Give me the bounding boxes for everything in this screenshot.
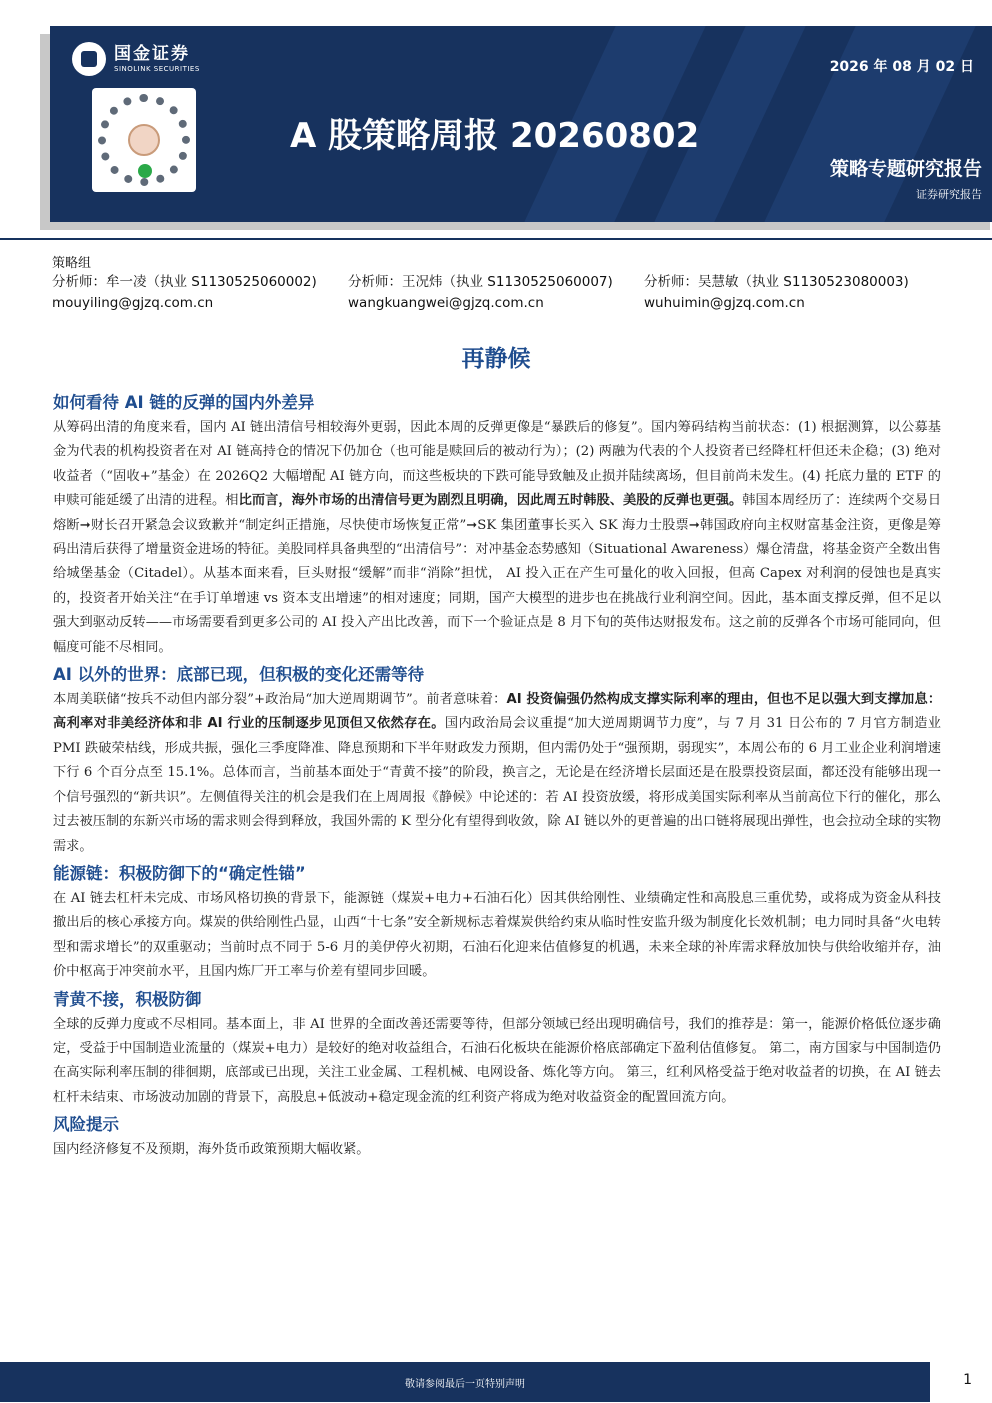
logo-mark-icon	[72, 42, 106, 76]
qr-code-icon	[92, 88, 196, 192]
company-logo	[72, 42, 200, 76]
analyst-name: 分析师：吴慧敏（执业 S1130523080003)	[644, 274, 909, 290]
analyst-1	[52, 272, 317, 314]
analyst-email: wuhuimin@gjzq.com.cn	[644, 295, 805, 311]
footer-disclaimer: 敬请参阅最后一页特别声明	[405, 1378, 525, 1390]
analyst-email: mouyiling@gjzq.com.cn	[52, 295, 214, 311]
main-title: 再静候	[461, 346, 531, 372]
section-paragraph: 在 AI 链去杠杆未完成、市场风格切换的背景下，能源链（煤炭+电力+石油石化）因其供给刚性、业绩确定性和高股息三重优势，或将成为资金从科技撤出后的核心承接方向。煤炭的供给刚性凸显，山西“十七条”安全新规标志着煤炭供给约束从临时性安监升级为制度化长效机制；电力同时具备“火电转型和需求增长”的双重驱动；当前时点不同于 5-6 月的美伊停火初期，石油石化迎来估值修复的机遇，未来全球的补库需求释放加快与供给收缩并存，油价中枢高于冲突前水平，且国内炼厂开工率与价差有望同步回暖。	[53, 890, 941, 980]
section-paragraph: 国内经济修复不及预期，海外货币政策预期大幅收紧。	[53, 1142, 370, 1158]
report-date: 2026 年 08 月 02 日	[829, 59, 974, 75]
section-heading: AI 以外的世界：底部已现，但积极的变化还需等待	[53, 665, 425, 685]
logo-name-en: SINOLINK SECURITIES	[114, 65, 200, 73]
analyst-name: 分析师：牟一凌（执业 S1130525060002)	[52, 274, 317, 290]
analyst-2	[348, 272, 613, 314]
section-heading: 如何看待 AI 链的反弹的国内外差异	[53, 393, 315, 412]
team-name: 策略组	[52, 256, 92, 271]
report-type: 策略专题研究报告	[829, 158, 982, 180]
analyst-email: wangkuangwei@gjzq.com.cn	[348, 295, 544, 311]
report-body	[53, 390, 941, 1165]
section-heading: 能源链：积极防御下的“确定性锚”	[53, 863, 306, 883]
analyst-name: 分析师：王况炜（执业 S1130525060007)	[348, 274, 613, 290]
section-heading: 风险提示	[53, 1115, 119, 1135]
section-paragraph: 全球的反弹力度或不尽相同。基本面上，非 AI 世界的全面改善还需要等待，但部分领域已经出现明确信号，我们的推荐是：第一，能源价格低位逐步确定，受益于中国制造业流量的（煤炭+电力）是较好的绝对收益组合，石油石化板块在能源价格底部确定下盈利估值修复。 第二，南方国家与中国制造仍在高实际利率压制的徘徊期，底部或已出现，关注工业金属、工程机械、电网设备、炼化等方向。 第三，红利风格受益于绝对收益者的切换，在 AI 链去杠杆未结束、市场波动加剧的背景下，高股息+低波动+稳定现金流的红利资产将成为绝对收益资金的配置回流方向。	[53, 1016, 941, 1105]
header-divider	[0, 238, 992, 240]
section-heading: 青黄不接，积极防御	[53, 989, 202, 1009]
page-number: 1	[963, 1372, 972, 1388]
report-title: A 股策略周报 20260802	[290, 116, 700, 156]
analyst-3	[644, 272, 909, 314]
logo-name-cn: 国金证券	[114, 44, 190, 64]
report-subtype: 证券研究报告	[916, 188, 982, 201]
footer-bar	[0, 1362, 930, 1402]
section-paragraph: 从筹码出清的角度来看，国内 AI 链出清信号相较海外更弱，因此本周的反弹更像是“暴跌后的修复”。国内筹码结构当前状态：(1) 根据测算，以公募基金为代表的机构投资者在对 AI 链高持仓的情况下仍加仓（也可能是赎回后的被动行为）；(2) 两融为代表的个人投资者已经降杠杆但还未企稳；(3) 绝对收益者（“固收+”基金）在 2026Q2 大幅增配 AI 链方向，而这些板块的下跌可能导致触及止损并陆续离场，但目前尚未发生。(4) 托底力量的 ETF 的申赎可能延缓了出清的进程。相比而言，海外市场的出清信号更为剧烈且明确，因此周五时韩股、美股的反弹也更强。韩国本周经历了：连续两个交易日熔断➞财长召开紧急会议致歉并“制定纠正措施，尽快使市场恢复正常”➞SK 集团董事长买入 SK 海力士股票➞韩国政府向主权财富基金注资，更像是筹码出清后获得了增量资金进场的特征。美股同样具备典型的“出清信号”：对冲基金态势感知（Situational Awareness）爆仓清盘，将基金资产全数出售给城堡基金（Citadel）。从基本面来看，巨头财报“缓解”而非“消除”担忧， AI 投入正在产生可量化的收入回报，但高 Capex 对利润的侵蚀也是真实的，投资者开始关注“在手订单增速 vs 资本支出增速”的相对速度；同期，国产大模型的进步也在挑战行业利润空间。因此，基本面支撑反弹，但不足以强大到驱动反转——市场需要看到更多公司的 AI 投入产出比改善，而下一个验证点是 8 月下旬的英伟达财报发布。这之前的反弹各个市场可能同向，但幅度可能不尽相同。	[53, 420, 942, 655]
section-paragraph: 本周美联储“按兵不动但内部分裂”+政治局“加大逆周期调节”。前者意味着：AI 投资偏强仍然构成支撑实际利率的理由，但也不足以强大到支撑加息：高利率对非美经济体和非 AI 行业的压制逐步见顶但又依然存在。国内政治局会议重提“加大逆周期调节力度”，与 7 月 31 日公布的 7 月官方制造业 PMI 跌破荣枯线，形成共振，强化三季度降准、降息预期和下半年财政发力预期，但内需仍处于“强预期，弱现实”，本周公布的 6 月工业企业利润增速下行 6 个百分点至 15.1%。总体而言，当前基本面处于“青黄不接”的阶段，换言之，无论是在经济增长层面还是在股票投资层面，都还没有能够出现一个信号强烈的“新共识”。左侧值得关注的机会是我们在上周周报《静候》中论述的：若 AI 投资放缓，将形成美国实际利率从当前高位下行的催化，那么过去被压制的东新兴市场的需求则会得到释放，我国外需的 K 型分化有望得到收敛，除 AI 链以外的更普遍的出口链将展现出弹性，也会拉动全球的实物需求。	[53, 692, 942, 854]
